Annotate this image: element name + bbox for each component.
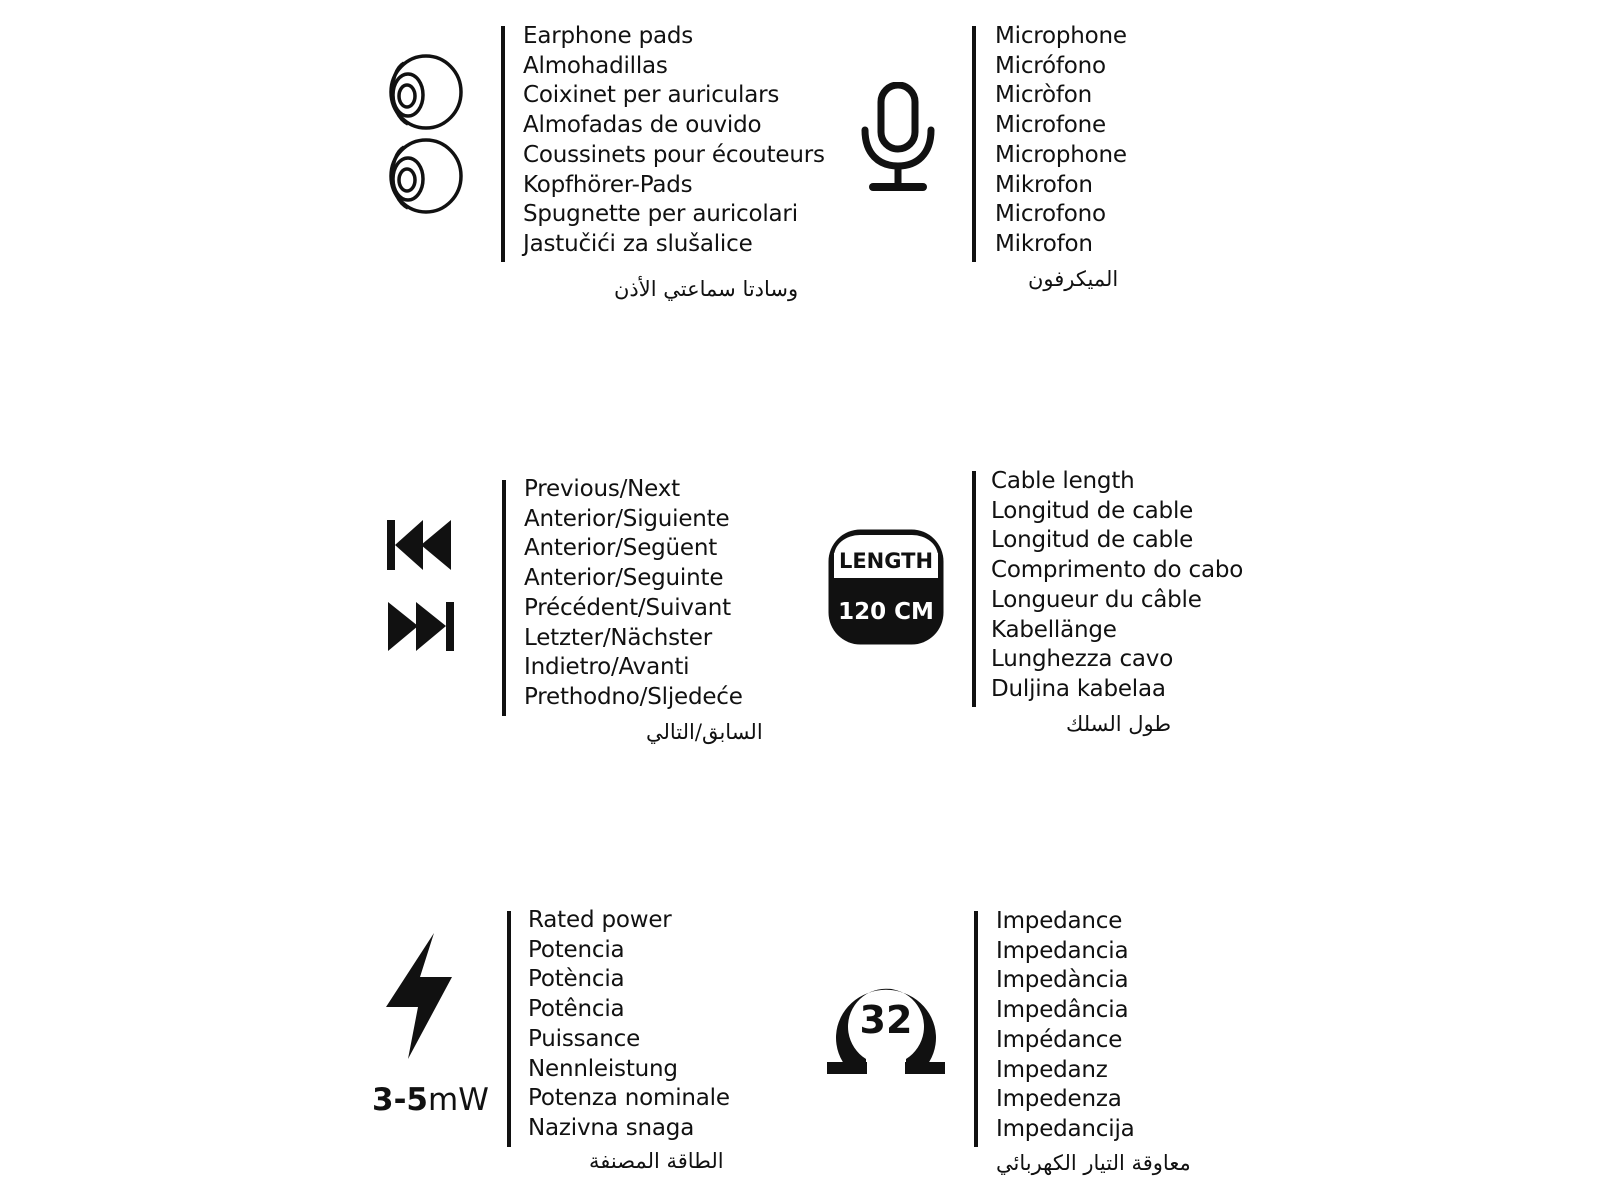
list-item: Lunghezza cavo	[991, 646, 1174, 673]
list-item: Impedancija	[996, 1115, 1135, 1142]
rated-power-unit: mW	[428, 1082, 489, 1118]
previous-next-arabic: السابق/التالي	[646, 720, 763, 744]
microphone-icon	[860, 82, 936, 194]
list-item: Comprimento do cabo	[991, 557, 1244, 584]
list-item: Précédent/Suivant	[524, 594, 731, 621]
list-item: Potència	[528, 966, 625, 993]
previous-next-divider	[502, 480, 506, 716]
cable-length-badge-icon	[826, 527, 946, 647]
list-item: Anterior/Seguinte	[524, 565, 724, 592]
list-item: Coussinets pour écouteurs	[523, 141, 825, 168]
list-item: Microfono	[995, 201, 1106, 228]
list-item: Impedância	[996, 997, 1129, 1024]
cable-length-arabic: طول السلك	[1066, 712, 1172, 736]
impedance-arabic: معاوقة التيار الكهربائي	[996, 1151, 1191, 1175]
earphone-pads-divider	[501, 26, 505, 262]
list-item: Impedance	[996, 908, 1123, 934]
earphone-pads-icon	[384, 50, 466, 220]
list-item: Potenza nominale	[528, 1085, 730, 1112]
list-item: Impédance	[996, 1026, 1123, 1053]
impedance-value: 32	[859, 998, 913, 1042]
impedance-divider	[974, 911, 978, 1147]
list-item: Earphone pads	[523, 23, 694, 49]
impedance-list	[996, 907, 1135, 1145]
list-item: Anterior/Siguiente	[524, 505, 730, 532]
list-item: Anterior/Següent	[524, 535, 718, 562]
cable-length-badge-value: 120 CM	[838, 599, 934, 625]
list-item: Microphone	[995, 23, 1127, 49]
list-item: Cable length	[991, 468, 1135, 494]
list-item: Indietro/Avanti	[524, 654, 690, 681]
list-item: Microfone	[995, 112, 1106, 139]
microphone-divider	[972, 26, 976, 262]
list-item: Kopfhörer-Pads	[523, 171, 693, 198]
list-item: Longitud de cable	[991, 527, 1194, 554]
list-item: Impedanz	[996, 1056, 1108, 1083]
list-item: Prethodno/Sljedeće	[524, 683, 743, 710]
list-item: Longitud de cable	[991, 497, 1194, 524]
cable-length-badge-top: LENGTH	[838, 549, 934, 573]
list-item: Impedancia	[996, 937, 1129, 964]
microphone-list	[995, 22, 1127, 260]
list-item: Mikrofon	[995, 230, 1093, 257]
list-item: Puissance	[528, 1025, 641, 1052]
list-item: Micròfon	[995, 82, 1093, 109]
earphone-pads-arabic: وسادتا سماعتي الأذن	[614, 277, 799, 301]
list-item: Longueur du câble	[991, 586, 1202, 613]
list-item: Potencia	[528, 936, 625, 963]
microphone-arabic: الميكرفون	[1028, 267, 1119, 291]
list-item: Nazivna snaga	[528, 1114, 695, 1141]
lightning-bolt-icon	[382, 931, 454, 1061]
list-item: Rated power	[528, 907, 672, 933]
list-item: Previous/Next	[524, 476, 680, 502]
rated-power-value	[372, 1082, 489, 1118]
list-item: Impedenza	[996, 1086, 1122, 1113]
list-item: Coixinet per auriculars	[523, 82, 780, 109]
earphone-pads-list	[523, 22, 825, 260]
list-item: Jastučići za slušalice	[523, 230, 753, 257]
list-item: Kabellänge	[991, 616, 1117, 643]
list-item: Almohadillas	[523, 52, 668, 79]
list-item: Almofadas de ouvido	[523, 112, 762, 139]
list-item: Letzter/Nächster	[524, 624, 712, 651]
list-item: Micrófono	[995, 52, 1106, 79]
list-item: Impedància	[996, 967, 1129, 994]
list-item: Potência	[528, 996, 625, 1023]
list-item: Mikrofon	[995, 171, 1093, 198]
list-item: Duljina kabelaa	[991, 675, 1166, 702]
rated-power-arabic: الطاقة المصنفة	[589, 1149, 724, 1173]
rated-power-divider	[507, 911, 511, 1147]
previous-next-list	[524, 475, 743, 713]
list-item: Nennleistung	[528, 1055, 678, 1082]
list-item: Microphone	[995, 141, 1127, 168]
previous-next-icon	[386, 518, 456, 656]
omega-impedance-icon	[826, 970, 946, 1080]
rated-power-list	[528, 906, 730, 1144]
cable-length-divider	[972, 471, 976, 707]
cable-length-list	[991, 467, 1243, 705]
rated-power-number: 3-5	[372, 1082, 429, 1118]
list-item: Spugnette per auricolari	[523, 201, 798, 228]
